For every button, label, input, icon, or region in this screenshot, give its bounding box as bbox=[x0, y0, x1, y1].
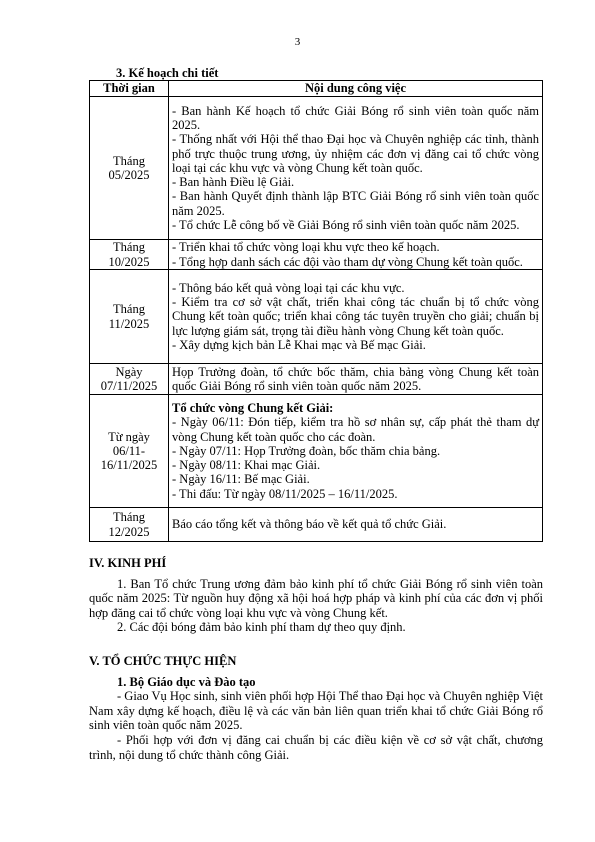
plan-table bbox=[89, 80, 543, 542]
content-line: - Ban hành Kế hoạch tổ chức Giải Bóng rổ sinh viên toàn quốc năm 2025. bbox=[172, 103, 539, 132]
content-cell bbox=[169, 508, 543, 542]
time-line: Tháng bbox=[113, 153, 145, 168]
content-line: - Tổng hợp danh sách các đội vào tham dự vòng Chung kết toàn quốc. bbox=[172, 254, 523, 269]
section-4-title: IV. KINH PHÍ bbox=[89, 556, 167, 570]
content-line: - Thống nhất với Hội thể thao Đại học và Chuyên nghiệp các tỉnh, thành phố trực thuộc trung ương, ủy nhiệm các đơn vị đăng cai tổ chức vòng loại tại các khu vực và vòng Chung kết toàn quốc. bbox=[172, 132, 539, 175]
content-line: - Ban hành Quyết định thành lập BTC Giải Bóng rổ sinh viên toàn quốc năm 2025. bbox=[172, 189, 539, 218]
section-3-title: 3. Kế hoạch chi tiết bbox=[116, 66, 219, 80]
table-row bbox=[90, 395, 543, 508]
content-line: Họp Trưởng đoàn, tổ chức bốc thăm, chia bảng vòng Chung kết toàn quốc Giải Bóng rổ sinh viên toàn quốc năm 2025. bbox=[172, 364, 539, 393]
section-5-title: V. TỔ CHỨC THỰC HIỆN bbox=[89, 654, 237, 668]
section-5 bbox=[89, 654, 543, 762]
paragraph: - Giao Vụ Học sinh, sinh viên phối hợp Hội Thể thao Đại học và Chuyên nghiệp Việt Nam xây dựng kế hoạch, điều lệ và các văn bản liên quan triển khai tổ chức Giải Bóng rổ sinh viên toàn quốc năm 2025. bbox=[89, 689, 543, 733]
table-row bbox=[90, 270, 543, 364]
content-cell bbox=[169, 97, 543, 240]
table-row bbox=[90, 364, 543, 395]
paragraph: - Phối hợp với đơn vị đăng cai chuẩn bị các điều kiện về cơ sở vật chất, chương trình, nội dung tổ chức thành công Giải. bbox=[89, 732, 543, 762]
table-row bbox=[90, 240, 543, 270]
table-header-row bbox=[90, 81, 543, 97]
time-cell bbox=[90, 240, 169, 270]
time-line: Tháng bbox=[113, 240, 145, 255]
section-5-subtitle: 1. Bộ Giáo dục và Đào tạo bbox=[117, 674, 256, 689]
content-line: - Ngày 07/11: Họp Trưởng đoàn, bốc thăm chia bảng. bbox=[172, 443, 441, 458]
content-cell bbox=[169, 240, 543, 270]
content-line: Báo cáo tổng kết và thông báo về kết quả tổ chức Giải. bbox=[172, 517, 447, 532]
time-line: Tháng bbox=[113, 510, 145, 525]
content-cell bbox=[169, 364, 543, 395]
paragraph: 2. Các đội bóng đảm bảo kinh phí tham dự theo quy định. bbox=[117, 620, 406, 635]
time-cell bbox=[90, 395, 169, 508]
section-4 bbox=[89, 556, 543, 635]
content-line: - Triển khai tổ chức vòng loại khu vực theo kế hoạch. bbox=[172, 240, 440, 255]
paragraph: 1. Ban Tổ chức Trung ương đảm bảo kinh phí tổ chức Giải Bóng rổ sinh viên toàn quốc năm 2025: Từ nguồn huy động xã hội hoá hợp pháp và kinh phí của các đơn vị phối hợp đăng cai tổ chức vòng loại khu vực và vòng Chung kết. bbox=[89, 576, 543, 620]
time-line: 06/11- bbox=[112, 443, 146, 458]
header-time: Thời gian bbox=[90, 81, 169, 97]
content-line: - Thi đấu: Từ ngày 08/11/2025 – 16/11/2025. bbox=[172, 486, 398, 501]
content-line: - Tổ chức Lễ công bố về Giải Bóng rổ sinh viên toàn quốc năm 2025. bbox=[172, 218, 520, 233]
time-line: 12/2025 bbox=[108, 524, 150, 539]
content-line: - Ban hành Điều lệ Giải. bbox=[172, 175, 295, 190]
content-cell bbox=[169, 395, 543, 508]
content-line: - Ngày 06/11: Đón tiếp, kiểm tra hồ sơ nhân sự, cấp phát thẻ tham dự vòng Chung kết toàn quốc cho các đoàn. bbox=[172, 415, 539, 444]
time-cell bbox=[90, 364, 169, 395]
table-row bbox=[90, 508, 543, 542]
content-line: - Ngày 16/11: Bế mạc Giải. bbox=[172, 472, 310, 487]
time-line: 16/11/2025 bbox=[100, 458, 158, 473]
time-cell bbox=[90, 270, 169, 364]
time-line: Tháng bbox=[113, 302, 145, 317]
content-line: - Xây dựng kịch bản Lễ Khai mạc và Bế mạc Giải. bbox=[172, 337, 426, 352]
page-number: 3 bbox=[294, 36, 301, 48]
table-row bbox=[90, 97, 543, 240]
content-line: - Ngày 08/11: Khai mạc Giải. bbox=[172, 458, 321, 473]
content-line: - Kiểm tra cơ sở vật chất, triển khai công tác chuẩn bị tổ chức vòng Chung kết toàn quốc; triển khai công tác tuyên truyền cho giải; chuẩn bị lực lượng giám sát, trọng tài điều hành vòng Chung kết toàn quốc. bbox=[172, 295, 539, 338]
header-content: Nội dung công việc bbox=[169, 81, 543, 97]
time-line: Từ ngày bbox=[108, 429, 150, 444]
time-line: 05/2025 bbox=[108, 168, 150, 182]
time-line: 11/2025 bbox=[108, 316, 150, 331]
time-line: 10/2025 bbox=[108, 254, 150, 269]
content-cell bbox=[169, 270, 543, 364]
time-line: Ngày bbox=[115, 364, 143, 379]
content-heading: Tổ chức vòng Chung kết Giải: bbox=[172, 400, 334, 415]
content-line: - Thông báo kết quả vòng loại tại các khu vực. bbox=[172, 280, 405, 295]
time-cell bbox=[90, 97, 169, 240]
time-line: 07/11/2025 bbox=[100, 379, 158, 393]
time-cell bbox=[90, 508, 169, 542]
